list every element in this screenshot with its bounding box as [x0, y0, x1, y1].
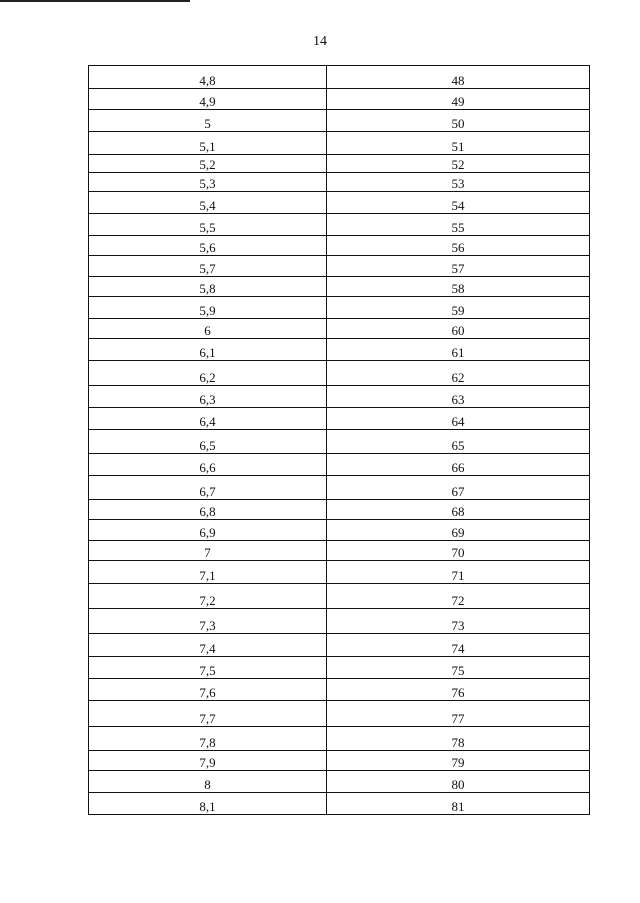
cell-text: 68 — [451, 504, 465, 519]
table-row — [89, 771, 590, 793]
cell-text: 5,2 — [199, 157, 216, 172]
table-cell-value — [89, 609, 327, 634]
table-cell-percent — [327, 727, 590, 751]
table-cell-percent — [327, 771, 590, 793]
table-row — [89, 727, 590, 751]
cell-text: 7,9 — [199, 755, 216, 770]
table-cell-value — [89, 173, 327, 192]
cell-text: 7,6 — [199, 685, 216, 700]
table-cell-percent — [327, 679, 590, 701]
table-cell-percent — [327, 430, 590, 454]
table-row — [89, 256, 590, 277]
cell-text: 76 — [451, 685, 465, 700]
cell-text: 6,5 — [199, 438, 216, 453]
cell-text: 5,9 — [199, 303, 216, 318]
table-cell-percent — [327, 236, 590, 256]
cell-text: 77 — [451, 711, 465, 726]
table-cell-value — [89, 155, 327, 173]
table-cell-value — [89, 520, 327, 541]
table-cell-percent — [327, 297, 590, 319]
cell-text: 7,1 — [199, 568, 216, 583]
table-cell-value — [89, 192, 327, 214]
cell-text: 8 — [204, 777, 211, 792]
cell-text: 5,4 — [199, 198, 216, 213]
table-cell-percent — [327, 110, 590, 132]
cell-text: 6,2 — [199, 370, 216, 385]
table-row — [89, 430, 590, 454]
cell-text: 64 — [451, 414, 465, 429]
table-cell-percent — [327, 793, 590, 815]
table-cell-percent — [327, 476, 590, 500]
cell-text: 57 — [451, 261, 465, 276]
table-cell-value — [89, 319, 327, 339]
table-row — [89, 500, 590, 520]
cell-text: 7,5 — [199, 663, 216, 678]
table-cell-value — [89, 793, 327, 815]
table-cell-value — [89, 701, 327, 727]
table-cell-value — [89, 454, 327, 476]
table-cell-value — [89, 66, 327, 89]
table-row — [89, 297, 590, 319]
scan-edge-line — [0, 0, 190, 2]
cell-text: 80 — [451, 777, 465, 792]
table-row — [89, 89, 590, 110]
table-row — [89, 110, 590, 132]
table-row — [89, 520, 590, 541]
cell-text: 67 — [451, 484, 465, 499]
table-row — [89, 657, 590, 679]
cell-text: 59 — [451, 303, 465, 318]
table-cell-percent — [327, 454, 590, 476]
table-row — [89, 361, 590, 386]
table-cell-percent — [327, 155, 590, 173]
table-cell-percent — [327, 192, 590, 214]
cell-text: 62 — [451, 370, 465, 385]
cell-text: 53 — [451, 176, 465, 191]
data-table — [88, 65, 590, 815]
cell-text: 54 — [451, 198, 465, 213]
table-cell-percent — [327, 89, 590, 110]
table-cell-percent — [327, 319, 590, 339]
cell-text: 72 — [451, 593, 465, 608]
table-cell-value — [89, 89, 327, 110]
table-cell-value — [89, 584, 327, 609]
cell-text: 56 — [451, 240, 465, 255]
table-row — [89, 408, 590, 430]
table-cell-value — [89, 110, 327, 132]
table-row — [89, 236, 590, 256]
table-row — [89, 214, 590, 236]
cell-text: 6,6 — [199, 460, 216, 475]
table-row — [89, 561, 590, 584]
cell-text: 69 — [451, 525, 465, 540]
cell-text: 55 — [451, 220, 465, 235]
table-row — [89, 679, 590, 701]
table-row — [89, 584, 590, 609]
cell-text: 4,9 — [199, 94, 216, 109]
table-row — [89, 277, 590, 297]
table-cell-percent — [327, 66, 590, 89]
cell-text: 4,8 — [199, 73, 216, 88]
cell-text: 74 — [451, 641, 465, 656]
cell-text: 6 — [204, 323, 211, 338]
cell-text: 78 — [451, 735, 465, 750]
table-row — [89, 319, 590, 339]
table-cell-value — [89, 751, 327, 771]
table-row — [89, 609, 590, 634]
table-cell-value — [89, 386, 327, 408]
table-row — [89, 339, 590, 361]
cell-text: 61 — [451, 345, 465, 360]
cell-text: 58 — [451, 281, 465, 296]
table-cell-value — [89, 657, 327, 679]
table-cell-value — [89, 476, 327, 500]
table-cell-percent — [327, 584, 590, 609]
table-cell-value — [89, 256, 327, 277]
table-cell-value — [89, 771, 327, 793]
cell-text: 51 — [451, 139, 465, 154]
table-cell-percent — [327, 339, 590, 361]
table-cell-percent — [327, 609, 590, 634]
cell-text: 5,8 — [199, 281, 216, 296]
table-row — [89, 751, 590, 771]
table-row — [89, 386, 590, 408]
cell-text: 8,1 — [199, 799, 216, 814]
table-cell-percent — [327, 701, 590, 727]
table-cell-value — [89, 361, 327, 386]
table-cell-value — [89, 561, 327, 584]
cell-text: 5,7 — [199, 261, 216, 276]
table-cell-value — [89, 679, 327, 701]
cell-text: 5,1 — [199, 139, 216, 154]
table-cell-value — [89, 430, 327, 454]
table-row — [89, 173, 590, 192]
cell-text: 5,5 — [199, 220, 216, 235]
cell-text: 66 — [451, 460, 465, 475]
table-cell-percent — [327, 634, 590, 657]
table-cell-value — [89, 634, 327, 657]
cell-text: 6,7 — [199, 484, 216, 499]
cell-text: 71 — [451, 568, 465, 583]
cell-text: 6,9 — [199, 525, 216, 540]
table-cell-value — [89, 277, 327, 297]
cell-text: 6,4 — [199, 414, 216, 429]
table-cell-percent — [327, 657, 590, 679]
cell-text: 60 — [451, 323, 465, 338]
table-cell-percent — [327, 132, 590, 155]
table-cell-value — [89, 236, 327, 256]
cell-text: 49 — [451, 94, 465, 109]
table-cell-percent — [327, 520, 590, 541]
table-row — [89, 476, 590, 500]
table-body — [89, 66, 590, 815]
cell-text: 7,2 — [199, 593, 216, 608]
cell-text: 73 — [451, 618, 465, 633]
table-row — [89, 192, 590, 214]
table-row — [89, 155, 590, 173]
cell-text: 7,7 — [199, 711, 216, 726]
table-cell-value — [89, 132, 327, 155]
cell-text: 6,1 — [199, 345, 216, 360]
table-row — [89, 634, 590, 657]
table-row — [89, 701, 590, 727]
table-cell-value — [89, 339, 327, 361]
table-cell-percent — [327, 500, 590, 520]
cell-text: 5 — [204, 116, 211, 131]
table-row — [89, 454, 590, 476]
cell-text: 5,6 — [199, 240, 216, 255]
cell-text: 7 — [204, 545, 211, 560]
cell-text: 63 — [451, 392, 465, 407]
cell-text: 6,3 — [199, 392, 216, 407]
table-cell-value — [89, 541, 327, 561]
table-cell-percent — [327, 408, 590, 430]
cell-text: 52 — [451, 157, 465, 172]
cell-text: 7,4 — [199, 641, 216, 656]
cell-text: 70 — [451, 545, 465, 560]
table-cell-percent — [327, 541, 590, 561]
table-row — [89, 132, 590, 155]
cell-text: 50 — [451, 116, 465, 131]
cell-text: 81 — [451, 799, 465, 814]
table-cell-value — [89, 408, 327, 430]
table-cell-percent — [327, 361, 590, 386]
page-number: 14 — [313, 34, 327, 49]
table-cell-percent — [327, 751, 590, 771]
cell-text: 65 — [451, 438, 465, 453]
table-cell-percent — [327, 561, 590, 584]
table-cell-value — [89, 297, 327, 319]
table-cell-value — [89, 214, 327, 236]
table-cell-percent — [327, 277, 590, 297]
cell-text: 7,8 — [199, 735, 216, 750]
table-cell-value — [89, 500, 327, 520]
table-cell-value — [89, 727, 327, 751]
table-cell-percent — [327, 214, 590, 236]
table-cell-percent — [327, 256, 590, 277]
cell-text: 79 — [451, 755, 465, 770]
table-row — [89, 793, 590, 815]
cell-text: 5,3 — [199, 176, 216, 191]
cell-text: 6,8 — [199, 504, 216, 519]
table-cell-percent — [327, 173, 590, 192]
cell-text: 7,3 — [199, 618, 216, 633]
table-cell-percent — [327, 386, 590, 408]
table-row — [89, 541, 590, 561]
cell-text: 48 — [451, 73, 465, 88]
table-row — [89, 66, 590, 89]
cell-text: 75 — [451, 663, 465, 678]
